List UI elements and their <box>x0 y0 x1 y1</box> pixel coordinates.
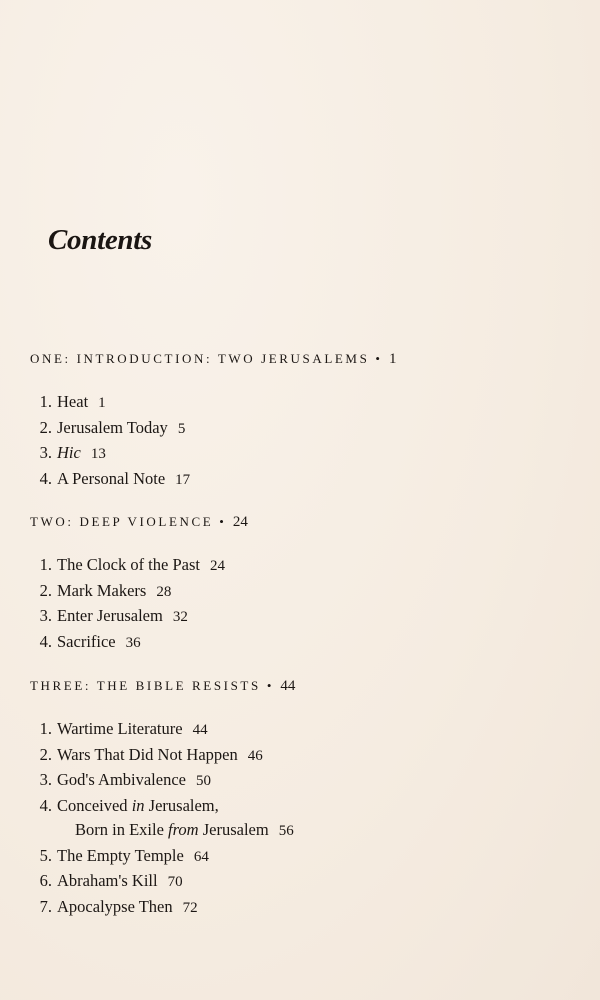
chapter-title: Mark Makers <box>57 580 147 600</box>
part-heading <box>30 351 396 368</box>
chapter-number: 3. <box>39 770 52 789</box>
chapter-page: 28 <box>156 583 172 600</box>
chapter-title-line-1 <box>57 796 219 815</box>
chapter-entry <box>30 869 295 895</box>
part-heading <box>30 678 295 695</box>
chapter-title-part: Conceived <box>57 795 132 815</box>
chapter-number: 5. <box>39 845 52 865</box>
separator-dot: • <box>266 678 272 693</box>
chapter-title: Abraham's Kill <box>57 871 158 890</box>
chapter-title: The Empty Temple <box>57 845 184 865</box>
chapter-title: Enter Jerusalem <box>57 606 163 625</box>
part-page-number: 44 <box>280 678 296 694</box>
chapter-title: Sacrifice <box>57 631 116 651</box>
part-page-number: 24 <box>232 514 248 530</box>
part-page-number: 1 <box>388 351 397 367</box>
chapter-page: 5 <box>177 420 186 437</box>
chapter-entry <box>30 604 248 630</box>
chapter-page: 50 <box>196 773 211 789</box>
page-title: Contents <box>48 224 152 257</box>
chapter-page: 1 <box>98 395 106 411</box>
chapter-number: 2. <box>39 744 52 764</box>
part-heading <box>30 514 248 531</box>
chapter-title-emphasis: in <box>131 795 145 815</box>
chapter-list <box>30 553 248 655</box>
chapter-number: 3. <box>39 443 52 462</box>
chapter-number: 2. <box>39 580 52 600</box>
part-three <box>30 678 295 920</box>
chapter-page: 13 <box>90 446 106 462</box>
chapter-number: 4. <box>39 468 52 488</box>
chapter-entry <box>30 467 396 493</box>
chapter-list <box>30 390 396 492</box>
chapter-page: 17 <box>175 471 191 488</box>
chapter-title-line-2 <box>30 818 295 844</box>
part-heading-title: THREE: THE BIBLE RESISTS <box>30 678 261 693</box>
chapter-number: 7. <box>39 896 52 916</box>
chapter-page: 32 <box>172 609 188 625</box>
chapter-number: 1. <box>39 719 52 738</box>
part-two <box>30 514 248 655</box>
chapter-page: 56 <box>278 823 294 839</box>
chapter-title: Wartime Literature <box>57 719 183 738</box>
separator-dot: • <box>375 351 380 366</box>
chapter-title: God's Ambivalence <box>57 770 186 789</box>
chapter-number: 2. <box>39 417 52 437</box>
chapter-page: 44 <box>192 722 208 738</box>
chapter-number: 4. <box>39 795 52 815</box>
chapter-number: 1. <box>39 555 52 574</box>
part-one <box>30 351 396 492</box>
chapter-entry <box>30 416 396 442</box>
chapter-title-emphasis: from <box>168 820 199 839</box>
chapter-title-part: Jerusalem, <box>144 795 219 815</box>
chapter-title: The Clock of the Past <box>57 555 200 574</box>
chapter-entry <box>30 794 295 844</box>
chapter-entry <box>30 579 248 605</box>
chapter-entry <box>30 630 248 656</box>
chapter-list <box>30 717 295 920</box>
chapter-number: 4. <box>39 631 52 651</box>
chapter-page: 70 <box>167 874 183 890</box>
chapter-page: 46 <box>247 747 263 764</box>
chapter-entry <box>30 768 295 794</box>
chapter-entry <box>30 441 396 467</box>
chapter-page: 64 <box>193 848 209 865</box>
chapter-title: Heat <box>57 392 89 411</box>
chapter-entry <box>30 844 295 870</box>
chapter-title: Apocalypse Then <box>57 896 173 916</box>
part-heading-title: ONE: INTRODUCTION: TWO JERUSALEMS <box>30 351 370 366</box>
chapter-entry <box>30 717 295 743</box>
chapter-entry <box>30 743 295 769</box>
separator-dot: • <box>219 514 224 529</box>
chapter-title-part: Jerusalem <box>198 820 269 839</box>
chapter-entry <box>30 553 248 579</box>
chapter-page: 24 <box>209 558 225 574</box>
chapter-number: 6. <box>39 871 52 890</box>
chapter-title: Jerusalem Today <box>57 417 168 437</box>
chapter-page: 72 <box>182 899 198 916</box>
chapter-title: Hic <box>57 443 81 462</box>
chapter-title: Wars That Did Not Happen <box>57 744 238 764</box>
chapter-entry <box>30 390 396 416</box>
chapter-number: 1. <box>39 392 52 411</box>
chapter-entry <box>30 895 295 921</box>
chapter-title-part: Born in Exile <box>75 820 169 839</box>
chapter-page: 36 <box>125 634 141 651</box>
part-heading-title: TWO: DEEP VIOLENCE <box>30 514 214 529</box>
chapter-title: A Personal Note <box>57 468 166 488</box>
chapter-number: 3. <box>39 606 52 625</box>
